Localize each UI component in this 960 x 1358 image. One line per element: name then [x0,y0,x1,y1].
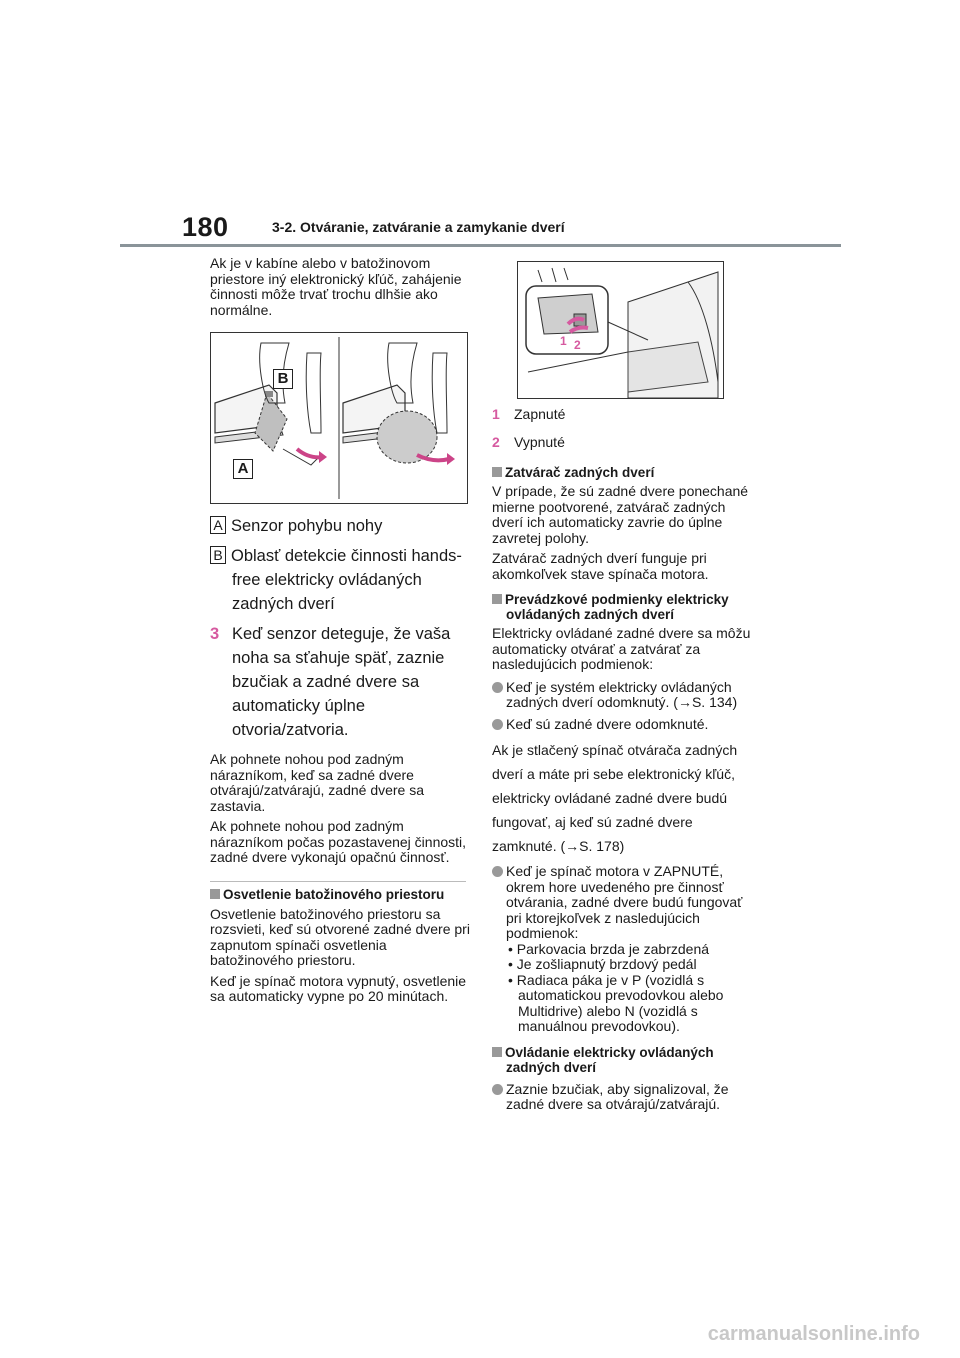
lighting-paragraph-2: Keď je spínač motora vypnutý, osvetlenie sa automaticky vypne po 20 minútach. [210,972,467,1004]
item-2: 2 Vypnuté [492,433,565,450]
legend-a [210,514,472,538]
note-2: Ak pohnete nohou pod zadným nárazníkom počas pozastavenej činnosti, zadné dvere vykonajú opačnú činnosť. [210,818,467,865]
figure-label-b: B [273,369,293,389]
condition-2: Keď sú zadné dvere odomknuté. [492,717,758,733]
condition-1: Keď je systém elektricky ovládaných zadných dverí odomknutý. (→S. 134) [492,680,758,711]
circle-bullet-icon [492,719,503,730]
closer-paragraph-1: V prípade, že sú zadné dvere ponechané mierne pootvorené, zatvárač zadných dverí ich automaticky zavrie do úplne zavretej polohy. [492,483,749,546]
conditions-intro: Elektricky ovládané zadné dvere sa môžu automaticky otvárať a zatvárať za nasledujúcich podmienok: [492,625,751,672]
legend-a-text: Senzor pohybu nohy [231,517,383,535]
figure-label-a: A [233,459,253,479]
condition-note: Ak je stlačený spínač otvárača zadných dverí a máte pri sebe elektronický kľúč, elektricky ovládané zadné dvere budú fungovať, aj keď sú zadné dvere zamknuté. (→S. 178) [492,742,738,854]
page-number: 180 [182,212,229,242]
foot-sensor-illustration [210,332,468,504]
lighting-switch-drawing [518,262,723,398]
item-1: 1 Zapnuté [492,406,566,422]
circle-bullet-icon [492,682,503,693]
right-column [492,407,758,1113]
callout-1: 1 [560,334,567,348]
callout-2: 2 [574,338,581,352]
legend-a-box: A [210,516,226,534]
lighting-paragraph-1: Osvetlenie batožinového priestoru sa rozsvieti, keď sú otvorené zadné dvere pri zapnutom spínači osvetlenia batožinového priestoru. [210,905,470,968]
legend-b [210,544,472,616]
lighting-switch-illustration [517,261,724,399]
note-1: Ak pohnete nohou pod zadným nárazníkom, keď sa zadné dvere otvárajú/zatvárajú, zadné dvere sa zastavia. [210,751,425,814]
left-column [210,256,472,1005]
square-bullet-icon [492,1047,502,1057]
condition-3-sub-1: • Parkovacia brzda je zabrzdená [508,940,710,957]
condition-3: Keď je spínač motora v ZAPNUTÉ, okrem hore uvedeného pre činnosť otvárania, zadné dvere budú fungovať pri ktorejkoľvek z nasledujúcich podmienok: [492,864,758,942]
lighting-heading: Osvetlenie batožinového priestoru [210,887,472,902]
square-bullet-icon [210,889,220,899]
divider [210,881,466,882]
step-3-text: Keď senzor deteguje, že vaša noha sa sťahuje späť, zaznie bzučiak a zadné dvere sa automaticky úplne otvoria/zatvoria. [232,625,451,739]
closer-paragraph-2: Zatvárač zadných dverí funguje pri akomkoľvek stave spínača motora. [492,550,709,582]
operation-heading: Ovládanie elektricky ovládaných zadných dverí [492,1045,758,1075]
circle-bullet-icon [492,866,503,877]
closer-heading: Zatvárač zadných dverí [492,465,758,480]
section-title: 3-2. Otváranie, zatváranie a zamykanie dverí [272,219,565,235]
legend-b-box: B [210,546,226,564]
step-3 [210,622,472,742]
legend-b-text: Oblasť detekcie činnosti hands-free elektricky ovládaných zadných dverí [231,547,462,613]
conditions-heading: Prevádzkové podmienky elektricky ovládaných zadných dverí [492,592,758,622]
intro-paragraph: Ak je v kabíne alebo v batožinovom priestore iný elektronický kľúč, zahájenie činnosti môže trvať trochu dlhšie ako normálne. [210,255,462,318]
condition-3-sub-3: • Radiaca páka je v P (vozidlá s automatickou prevodovkou alebo Multidrive) alebo N (vozidlá s manuálnou prevodovkou). [508,971,724,1034]
square-bullet-icon [492,594,502,604]
step-3-number: 3 [210,625,220,643]
square-bullet-icon [492,467,502,477]
header-rule [120,244,841,247]
watermark: carmanualsonline.info [707,1323,920,1345]
operation-1: Zaznie bzučiak, aby signalizoval, že zadné dvere sa otvárajú/zatvárajú. [492,1082,758,1113]
circle-bullet-icon [492,1084,503,1095]
condition-3-sub-2: • Je zošliapnutý brzdový pedál [508,956,697,972]
